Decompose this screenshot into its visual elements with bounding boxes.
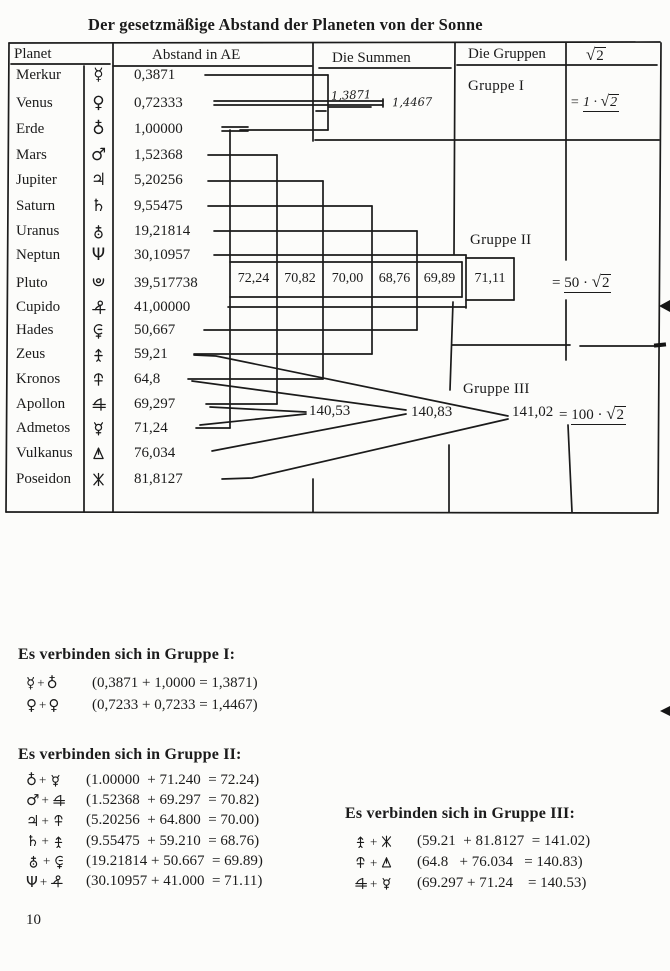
kronos-icon <box>90 371 107 388</box>
plus-sign: + <box>41 833 49 849</box>
planet-distance: 69,297 <box>134 396 176 412</box>
planet-row-erde <box>0 117 320 141</box>
header-summen: Die Summen <box>332 50 411 66</box>
zeus-icon <box>90 346 107 363</box>
planet-name: Admetos <box>16 420 71 436</box>
hades-icon <box>52 854 67 869</box>
group3-sum-2: 140,83 <box>411 404 453 420</box>
planet-name: Vulkanus <box>16 445 73 461</box>
radicand: 2 <box>596 48 604 64</box>
planet-pair <box>26 771 86 789</box>
plus-sign: + <box>370 854 378 870</box>
header-sqrt2 <box>586 45 606 65</box>
planet-pair <box>353 834 417 850</box>
jupiter-symbol <box>84 168 113 193</box>
formula-row <box>353 831 590 852</box>
earth-icon: ♁ <box>26 771 37 790</box>
planet-row-vulkanus <box>0 441 320 465</box>
planet-row-mars <box>0 143 320 167</box>
header-gruppen: Die Gruppen <box>468 46 546 62</box>
planet-pair <box>26 696 92 714</box>
kronos-symbol <box>84 367 113 391</box>
plus-sign: + <box>39 697 47 712</box>
planet-pair <box>26 791 86 809</box>
planet-name: Venus <box>16 95 53 111</box>
apollon-icon <box>90 396 107 413</box>
mercury-icon: ☿ <box>93 65 104 85</box>
handwritten-sum-1: 1,3871 <box>330 87 372 103</box>
vulkanus-icon <box>90 445 107 462</box>
group3-section <box>345 805 590 894</box>
planet-distance: 30,10957 <box>134 247 191 263</box>
formula-text: (59.21 + 81.8127 = 141.02) <box>417 833 591 849</box>
kronos-icon <box>51 813 66 828</box>
planet-name: Uranus <box>16 223 60 239</box>
mars-icon: ♂ <box>90 145 107 165</box>
planet-name: Saturn <box>16 198 56 214</box>
admetos-symbol <box>84 416 113 440</box>
group1-label: Gruppe I <box>468 78 525 94</box>
header-planet: Planet <box>14 46 52 62</box>
pluto-icon <box>90 275 107 292</box>
radical-sign: √ <box>586 45 596 64</box>
cupido-symbol <box>84 295 113 319</box>
radical-sign: √ <box>591 272 601 291</box>
plus-sign: + <box>43 853 51 869</box>
factor: 50 · <box>564 275 588 291</box>
formula-text: (30.10957 + 41.000 = 71.11) <box>86 873 263 890</box>
group2-label: Gruppe II <box>470 232 532 248</box>
saturn-icon: ♄ <box>90 196 107 216</box>
planet-pair <box>26 873 86 891</box>
planet-distance: 5,20256 <box>134 172 183 188</box>
planet-name: Pluto <box>16 275 48 291</box>
equals-sign: = <box>559 407 568 423</box>
hades-symbol <box>84 318 113 342</box>
zeus-icon <box>353 834 368 849</box>
group2-sqrt-equation <box>552 272 611 292</box>
planet-name: Jupiter <box>16 172 57 188</box>
formula-text: (9.55475 + 59.210 = 68.76) <box>86 832 260 849</box>
planet-row-venus <box>0 91 320 115</box>
saturn-symbol <box>84 194 113 219</box>
uranus-icon <box>26 854 41 869</box>
uranus-icon <box>90 223 107 240</box>
planet-pair <box>353 876 417 892</box>
group1-sqrt-equation <box>570 93 619 111</box>
planet-pair <box>26 674 92 692</box>
mercury-symbol <box>84 63 113 88</box>
planet-row-saturn <box>0 194 320 218</box>
sum-value-6: 71,11 <box>474 271 506 286</box>
planet-pair <box>26 812 86 830</box>
formula-row <box>26 851 263 871</box>
group3-sum-1: 140,53 <box>309 403 351 419</box>
planet-distance: 9,55475 <box>134 198 183 214</box>
jupiter-icon: ♃ <box>90 170 107 190</box>
group2-section-heading: Es verbinden sich in Gruppe II: <box>18 746 242 763</box>
cupido-icon <box>90 299 107 316</box>
planet-row-neptun <box>0 243 320 267</box>
scan-artifact <box>659 300 670 312</box>
sum-value-3: 70,00 <box>331 271 364 286</box>
venus-icon: ♀ <box>26 696 37 714</box>
planet-row-apollon <box>0 392 320 416</box>
plus-sign: + <box>39 772 47 788</box>
mercury-icon: ☿ <box>26 674 36 692</box>
saturn-icon: ♄ <box>26 832 40 851</box>
neptune-icon: Ψ <box>26 872 38 891</box>
group3-formula-rows <box>353 831 590 894</box>
neptune-icon: Ψ <box>91 245 106 265</box>
venus-symbol <box>84 91 113 116</box>
planet-distance: 64,8 <box>134 371 161 387</box>
formula-text: (5.20256 + 64.800 = 70.00) <box>86 812 260 829</box>
admetos-icon <box>379 876 394 891</box>
planet-row-merkur <box>0 63 320 87</box>
formula-row <box>353 873 590 894</box>
planet-distance: 1,52368 <box>134 147 183 163</box>
uranus-symbol <box>84 219 113 243</box>
formula-text: (64.8 + 76.034 = 140.83) <box>417 854 583 870</box>
earth-icon: ♁ <box>46 674 58 692</box>
planet-row-poseidon <box>0 467 320 491</box>
formula-row <box>26 770 263 790</box>
planet-distance: 0,72333 <box>134 95 183 111</box>
earth-icon: ♁ <box>92 119 105 139</box>
group2-section <box>18 746 263 892</box>
planet-row-jupiter <box>0 168 320 192</box>
sum-value-2: 70,82 <box>284 271 316 286</box>
planet-distance: 0,3871 <box>134 67 176 83</box>
group1-formula-rows <box>26 672 258 716</box>
poseidon-icon <box>90 471 107 488</box>
neptune-symbol <box>84 243 113 268</box>
radicand: 2 <box>601 275 610 291</box>
sum-value-1: 72,24 <box>237 271 270 286</box>
planet-name: Cupido <box>16 299 61 315</box>
kronos-icon <box>353 855 368 870</box>
poseidon-symbol <box>84 467 113 491</box>
pluto-symbol <box>84 271 113 295</box>
formula-row <box>26 694 258 716</box>
poseidon-icon <box>379 834 394 849</box>
group3-sum-3: 141,02 <box>512 404 554 420</box>
plus-sign: + <box>41 812 49 828</box>
formula-row <box>26 672 258 694</box>
sum-value-5: 69,89 <box>423 271 456 286</box>
planet-distance: 1,00000 <box>134 121 183 137</box>
planet-pair <box>353 855 417 871</box>
vulkanus-symbol <box>84 441 113 465</box>
formula-row <box>26 871 263 891</box>
formula-row <box>26 831 263 851</box>
zeus-icon <box>51 834 66 849</box>
factor: 100 · <box>571 407 603 423</box>
plus-sign: + <box>37 675 45 690</box>
hades-icon <box>90 322 107 339</box>
admetos-icon <box>48 773 63 788</box>
planet-row-cupido <box>0 295 320 319</box>
plus-sign: + <box>370 833 378 849</box>
group3-section-heading: Es verbinden sich in Gruppe III: <box>345 805 576 822</box>
vulkanus-icon <box>379 855 394 870</box>
planet-name: Apollon <box>16 396 66 412</box>
factor: 1 · <box>582 95 597 110</box>
earth-symbol <box>84 117 113 142</box>
handwritten-sum-2: 1,4467 <box>391 94 433 110</box>
equals-sign: = <box>552 275 561 291</box>
planet-name: Kronos <box>16 371 61 387</box>
planet-name: Merkur <box>16 67 61 83</box>
formula-text: (0,7233 + 0,7233 = 1,4467) <box>92 696 258 713</box>
planet-distance: 59,21 <box>134 346 168 362</box>
sum-value-4: 68,76 <box>378 271 411 286</box>
radicand: 2 <box>616 407 624 423</box>
planet-distance: 50,667 <box>134 322 176 338</box>
formula-row <box>26 811 263 831</box>
header-abstand: Abstand in AE <box>152 47 241 63</box>
formula-text: (1.52368 + 69.297 = 70.82) <box>86 791 260 808</box>
planet-distance: 76,034 <box>134 445 176 461</box>
formula-text: (19.21814 + 50.667 = 69.89) <box>86 852 263 869</box>
venus-icon: ♀ <box>92 93 105 113</box>
apollon-symbol <box>84 392 113 416</box>
plus-sign: + <box>39 873 48 889</box>
group1-section <box>18 646 258 716</box>
planet-name: Poseidon <box>16 471 72 487</box>
planet-row-kronos <box>0 367 320 391</box>
radical-sign: √ <box>600 93 610 110</box>
mars-icon: ♂ <box>26 791 40 810</box>
planet-row-admetos <box>0 416 320 440</box>
planet-name: Zeus <box>16 346 46 362</box>
formula-text: (69.297 + 71.24 = 140.53) <box>417 875 587 891</box>
group1-section-heading: Es verbinden sich in Gruppe I: <box>18 646 236 663</box>
radical-sign: √ <box>606 404 616 423</box>
mars-symbol <box>84 143 113 168</box>
planet-distance: 19,21814 <box>134 223 191 239</box>
zeus-symbol <box>84 342 113 366</box>
planet-name: Mars <box>16 147 47 163</box>
scan-artifact <box>654 342 666 347</box>
apollon-icon <box>353 876 368 891</box>
planet-distance: 71,24 <box>134 420 168 436</box>
group2-formula-rows <box>26 770 263 892</box>
planet-name: Hades <box>16 322 54 338</box>
group3-label: Gruppe III <box>463 381 530 397</box>
planet-name: Erde <box>16 121 45 137</box>
formula-row <box>353 852 590 873</box>
page-number: 10 <box>26 912 41 928</box>
radicand: 2 <box>610 95 618 110</box>
group3-sqrt-equation <box>559 404 626 424</box>
cupido-icon <box>49 874 64 889</box>
planet-distance: 41,00000 <box>134 299 191 315</box>
apollon-icon <box>51 793 66 808</box>
formula-text: (1.00000 + 71.240 = 72.24) <box>86 771 260 788</box>
planet-row-zeus <box>0 342 320 366</box>
plus-sign: + <box>41 792 49 808</box>
formula-row <box>26 790 263 810</box>
planet-name: Neptun <box>16 247 61 263</box>
planet-distance: 39,517738 <box>134 275 198 291</box>
scan-artifact <box>660 706 670 716</box>
page-title: Der gesetzmäßige Abstand der Planeten von der Sonne <box>88 15 483 34</box>
formula-text: (0,3871 + 1,0000 = 1,3871) <box>92 674 258 691</box>
equals-sign: = <box>570 95 580 110</box>
planet-pair <box>26 832 86 850</box>
planet-distance: 81,8127 <box>134 471 183 487</box>
admetos-icon <box>90 420 107 437</box>
planet-row-uranus <box>0 219 320 243</box>
plus-sign: + <box>370 875 378 891</box>
jupiter-icon: ♃ <box>26 811 40 830</box>
planet-row-hades <box>0 318 320 342</box>
venus-icon: ♀ <box>48 696 60 714</box>
planet-pair <box>26 853 86 869</box>
